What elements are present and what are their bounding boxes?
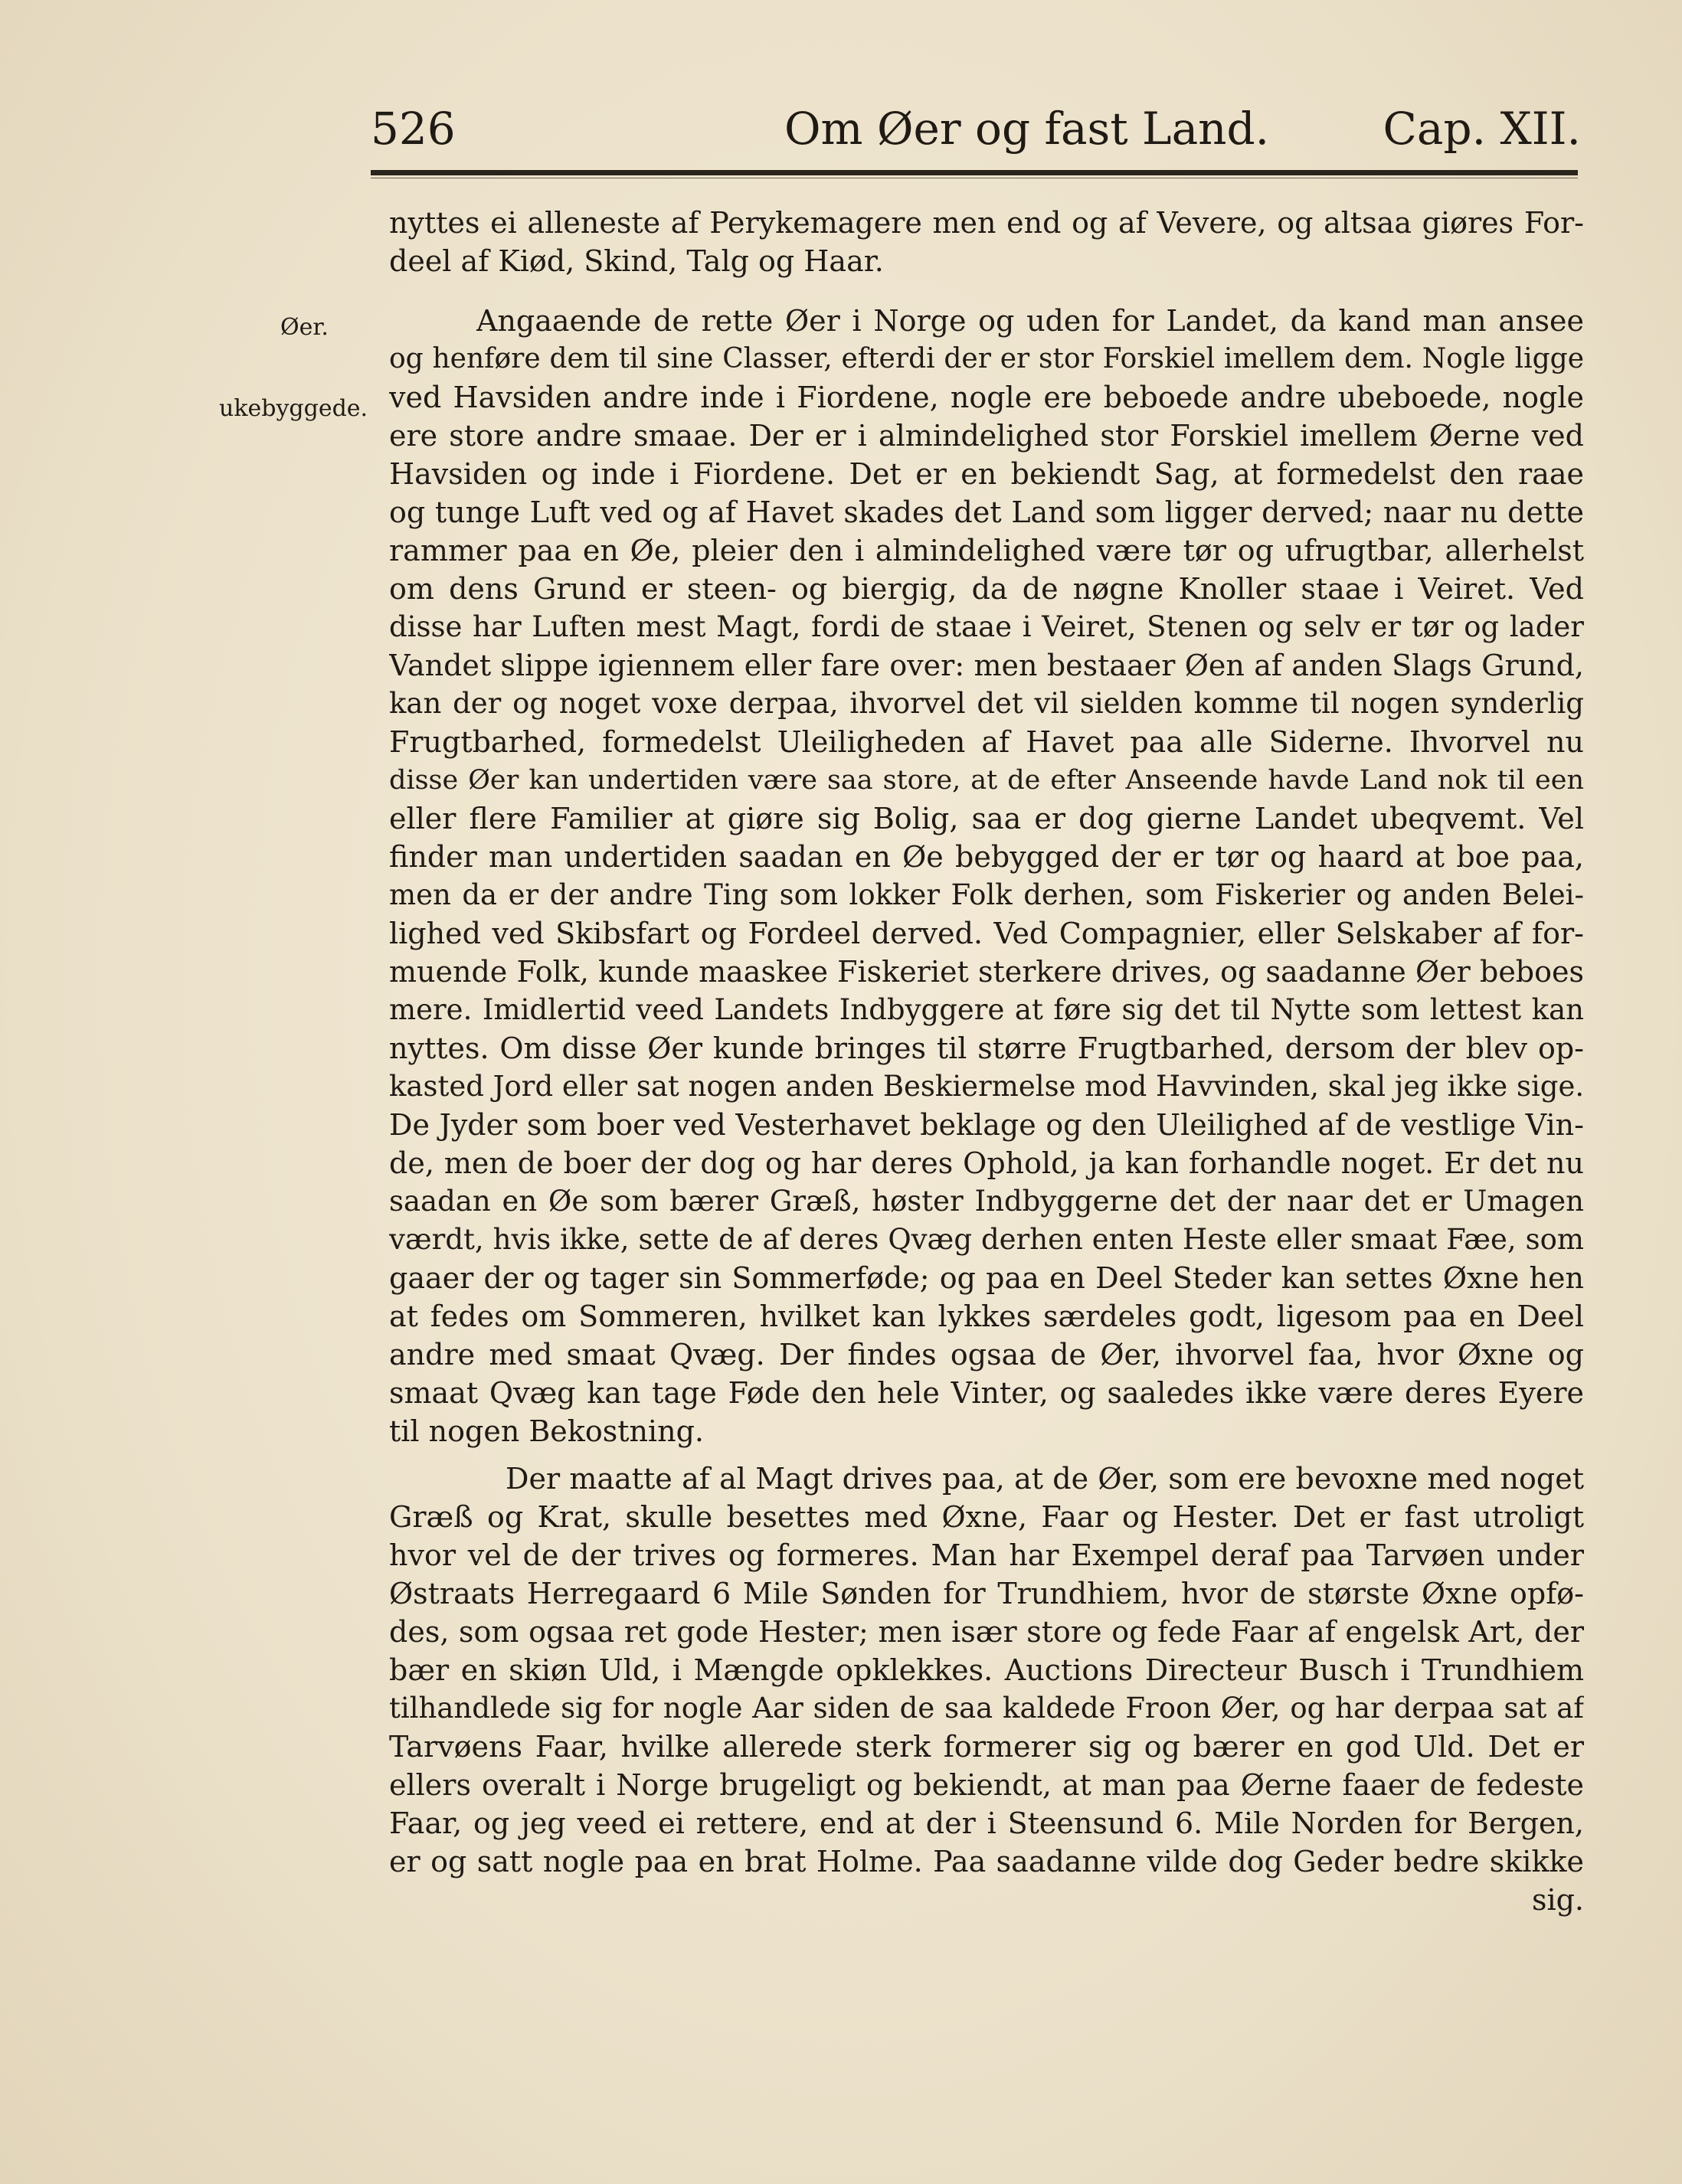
text-line: men da er der andre Ting som lokker Folk derhen, som Fiskerier og anden Belei- — [389, 878, 1584, 911]
text-line: værdt, hvis ikke, sette de af deres Qvæg derhen enten Heste eller smaat Fæe, som — [389, 1223, 1584, 1256]
text-line: og tunge Luft ved og af Havet skades det Land som ligger derved; naar nu dette — [389, 495, 1584, 529]
header-rule — [371, 170, 1578, 175]
text-line: finder man undertiden saadan en Øe bebygged der er tør og haard at boe paa, — [389, 840, 1584, 874]
text-line: Frugtbarhed, formedelst Uleiligheden af Havet paa alle Siderne. Ihvorvel nu — [389, 725, 1584, 759]
text-line: ere store andre smaae. Der er i almindelighed stor Forskiel imellem Øerne ved — [389, 419, 1584, 453]
margin-note-oer: Øer. — [280, 314, 329, 341]
text-line: disse Øer kan undertiden være saa store, at de efter Anseende havde Land nok til een — [389, 765, 1584, 796]
text-line: tilhandlede sig for nogle Aar siden de saa kaldede Froon Øer, og har derpaa sat af — [389, 1692, 1584, 1725]
text-line: deel af Kiød, Skind, Talg og Haar. — [389, 244, 884, 278]
text-line: mere. Imidlertid veed Landets Indbyggere at føre sig det til Nytte som lettest kan — [389, 993, 1584, 1026]
page-number: 526 — [371, 103, 456, 155]
text-line: andre med smaat Qvæg. Der findes ogsaa de Øer, ihvorvel faa, hvor Øxne og — [389, 1338, 1584, 1372]
text-line: Vandet slippe igiennem eller fare over: men bestaaer Øen af anden Slags Grund, — [389, 649, 1584, 682]
text-line: er og satt nogle paa en brat Holme. Paa saadanne vilde dog Geder bedre skikke — [389, 1845, 1584, 1878]
margin-note-ukebyggede: ukebyggede. — [219, 395, 368, 422]
text-line: kan der og noget voxe derpaa, ihvorvel det vil sielden komme til nogen synderlig — [389, 687, 1584, 720]
text-line: kasted Jord eller sat nogen anden Beskiermelse mod Havvinden, skal jeg ikke sige. — [389, 1070, 1584, 1103]
text-line: muende Folk, kunde maaskee Fiskeriet sterkere drives, og saadanne Øer beboes — [389, 955, 1584, 989]
page-header — [371, 98, 1581, 159]
text-line: des, som ogsaa ret gode Hester; men især store og fede Faar af engelsk Art, der — [389, 1615, 1584, 1649]
text-line: sig. — [1531, 1883, 1584, 1917]
text-line: Havsiden og inde i Fiordene. Det er en bekiendt Sag, at formedelst den raae — [389, 457, 1584, 491]
text-line: og henføre dem til sine Classer, efterdi der er stor Forskiel imellem dem. Nogle ligge — [389, 343, 1584, 374]
running-title: Om Øer og fast Land. — [784, 103, 1270, 155]
text-line: de, men de boer der dog og har deres Ophold, ja kan forhandle noget. Er det nu — [389, 1146, 1584, 1180]
text-line: De Jyder som boer ved Vesterhavet beklage og den Uleilighed af de vestlige Vin- — [389, 1108, 1584, 1142]
text-line: Faar, og jeg veed ei rettere, end at der i Steensund 6. Mile Norden for Bergen, — [389, 1806, 1584, 1840]
text-line: nyttes. Om disse Øer kunde bringes til større Frugtbarhed, dersom der blev op- — [389, 1032, 1584, 1065]
text-line: nyttes ei alleneste af Perykemagere men end og af Vevere, og altsaa giøres For- — [389, 206, 1584, 240]
text-line: gaaer der og tager sin Sommerføde; og paa en Deel Steder kan settes Øxne hen — [389, 1261, 1584, 1295]
chapter-label: Cap. XII. — [1383, 103, 1581, 155]
text-line: Tarvøens Faar, hvilke allerede sterk formerer sig og bærer en god Uld. Det er — [389, 1730, 1584, 1764]
text-line: ved Havsiden andre inde i Fiordene, nogle ere beboede andre ubeboede, nogle — [389, 381, 1584, 414]
text-line: smaat Qvæg kan tage Føde den hele Vinter, og saaledes ikke være deres Eyere — [389, 1376, 1584, 1410]
text-line: Der maatte af al Magt drives paa, at de Øer, som ere bevoxne med noget — [506, 1462, 1584, 1496]
text-line: Østraats Herregaard 6 Mile Sønden for Trundhiem, hvor de største Øxne opfø- — [389, 1577, 1584, 1610]
text-line: disse har Luften mest Magt, fordi de staae i Veiret, Stenen og selv er tør og lader — [389, 610, 1584, 643]
text-line: bær en skiøn Uld, i Mængde opklekkes. Auctions Directeur Busch i Trundhiem — [389, 1653, 1584, 1687]
text-line: Græß og Krat, skulle besettes med Øxne, Faar og Hester. Det er fast utroligt — [389, 1500, 1584, 1534]
text-line: eller flere Familier at giøre sig Bolig, saa er dog gierne Landet ubeqvemt. Vel — [389, 802, 1584, 835]
text-line: hvor vel de der trives og formeres. Man har Exempel deraf paa Tarvøen under — [389, 1538, 1584, 1572]
text-line: at fedes om Sommeren, hvilket kan lykkes særdeles godt, ligesom paa en Deel — [389, 1300, 1584, 1333]
text-line: Angaaende de rette Øer i Norge og uden for Landet, da kand man ansee — [476, 304, 1584, 338]
text-line: om dens Grund er steen- og biergig, da de nøgne Knoller staae i Veiret. Ved — [389, 572, 1584, 606]
text-line: ellers overalt i Norge brugeligt og bekiendt, at man paa Øerne faaer de fedeste — [389, 1768, 1584, 1802]
text-line: til nogen Bekostning. — [389, 1414, 704, 1448]
text-line: lighed ved Skibsfart og Fordeel derved. Ved Compagnier, eller Selskaber af for- — [389, 917, 1584, 950]
text-line: rammer paa en Øe, pleier den i almindelighed være tør og ufrugtbar, allerhelst — [389, 534, 1584, 567]
text-line: saadan en Øe som bærer Græß, høster Indbyggerne det der naar det er Umagen — [389, 1185, 1584, 1218]
